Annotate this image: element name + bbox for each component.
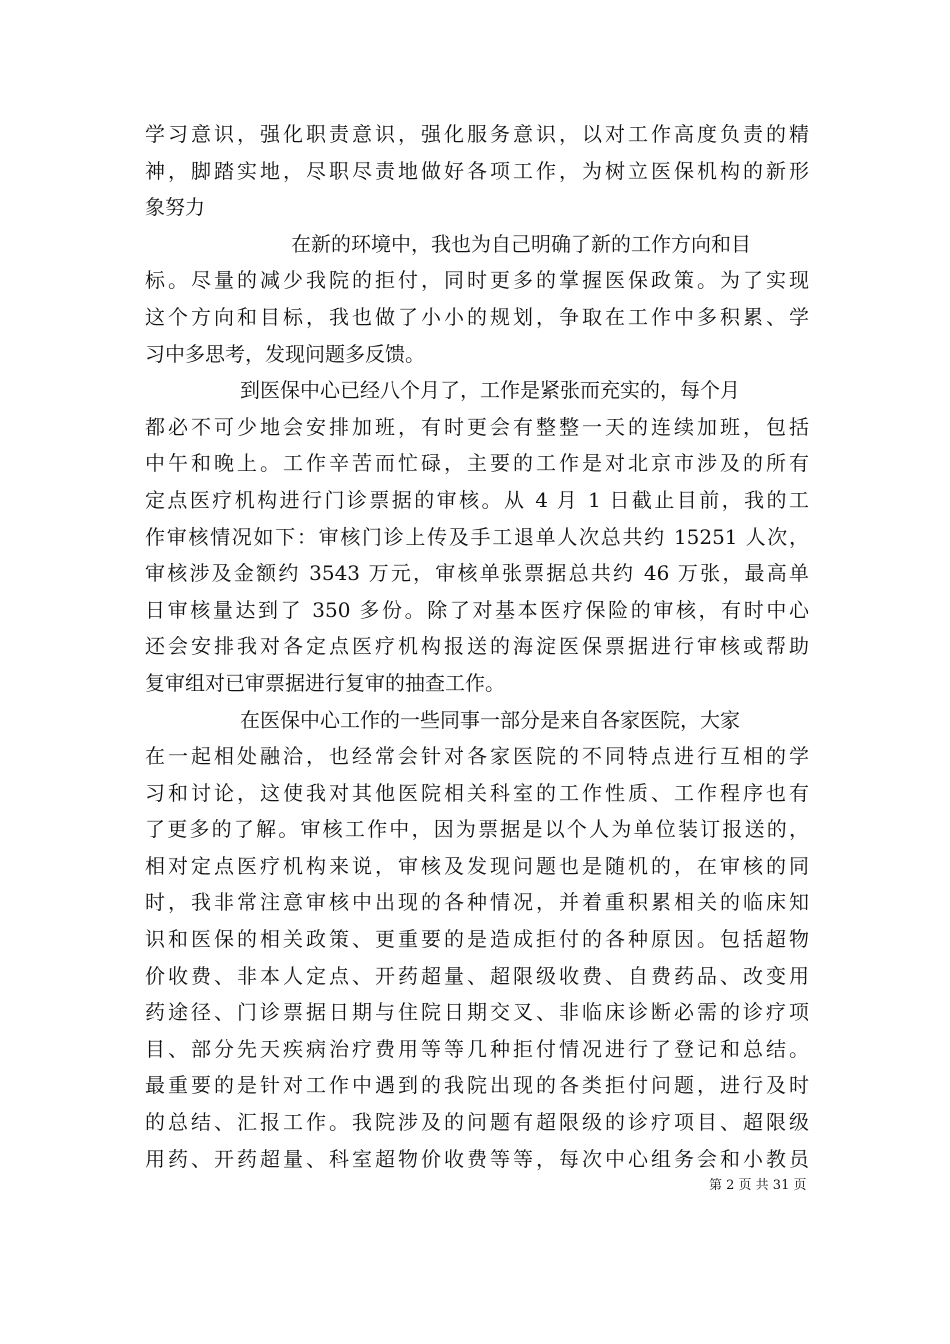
text-line: 标。尽量的减少我院的拒付，同时更多的掌握医保政策。为了实现 (145, 268, 809, 293)
text-line: 学习意识，强化职责意识，强化服务意识，以对工作高度负责的精 (145, 122, 809, 146)
text-line: 最重要的是针对工作中遇到的我院出现的各类拒付问题，进行及时 (145, 1073, 809, 1098)
text-line: 在一起相处融洽，也经常会针对各家医院的不同特点进行互相的学 (145, 744, 809, 769)
text-line: 象努力 (145, 195, 205, 220)
text-line: 都必不可少地会安排加班，有时更会有整整一天的连续加班，包括 (145, 414, 809, 439)
text-line: 审核涉及金额约 3543 万元，审核单张票据总共约 46 万张，最高单 (145, 561, 809, 586)
text-line: 这个方向和目标，我也做了小小的规划，争取在工作中多积累、学 (145, 304, 809, 329)
page-number: 第 2 页 共 31 页 (709, 1178, 807, 1193)
text-line: 价收费、非本人定点、开药超量、超限级收费、自费药品、改变用 (145, 963, 809, 988)
text-line: 习中多思考，发现问题多反馈。 (145, 341, 425, 366)
text-line: 识和医保的相关政策、更重要的是造成拒付的各种原因。包括超物 (145, 927, 809, 952)
text-line: 目、部分先天疾病治疗费用等等几种拒付情况进行了登记和总结。 (145, 1036, 809, 1061)
text-line: 复审组对已审票据进行复审的抽查工作。 (145, 670, 505, 695)
text-line: 药途径、门诊票据日期与住院日期交叉、非临床诊断必需的诊疗项 (145, 1000, 809, 1025)
text-line: 用药、开药超量、科室超物价收费等等，每次中心组务会和小教员 (145, 1146, 809, 1171)
text-line: 还会安排我对各定点医疗机构报送的海淀医保票据进行审核或帮助 (145, 634, 809, 659)
text-line: 中午和晚上。工作辛苦而忙碌，主要的工作是对北京市涉及的所有 (145, 451, 809, 476)
text-line: 定点医疗机构进行门诊票据的审核。从 4 月 1 日截止目前，我的工 (145, 487, 809, 512)
paragraph-start-line: 到医保中心已经八个月了，工作是紧张而充实的，每个月 (240, 378, 740, 403)
text-line: 神，脚踏实地，尽职尽责地做好各项工作，为树立医保机构的新形 (145, 158, 809, 183)
text-line: 作审核情况如下：审核门诊上传及手工退单人次总共约 15251 人次， (145, 524, 809, 549)
text-line: 时，我非常注意审核中出现的各种情况，并着重积累相关的临床知 (145, 890, 809, 915)
document-body (145, 116, 809, 1177)
paragraph-start-line: 在医保中心工作的一些同事一部分是来自各家医院，大家 (240, 707, 740, 732)
text-line: 习和讨论，这使我对其他医院相关科室的工作性质、工作程序也有 (145, 780, 809, 805)
text-line: 了更多的了解。审核工作中，因为票据是以个人为单位装订报送的， (145, 817, 809, 842)
paragraph-start-line: 在新的环境中，我也为自己明确了新的工作方向和目 (291, 231, 751, 256)
text-line: 的总结、汇报工作。我院涉及的问题有超限级的诊疗项目、超限级 (145, 1110, 809, 1135)
text-line: 相对定点医疗机构来说，审核及发现问题也是随机的，在审核的同 (145, 853, 809, 878)
text-line: 日审核量达到了 350 多份。除了对基本医疗保险的审核，有时中心 (145, 597, 809, 622)
